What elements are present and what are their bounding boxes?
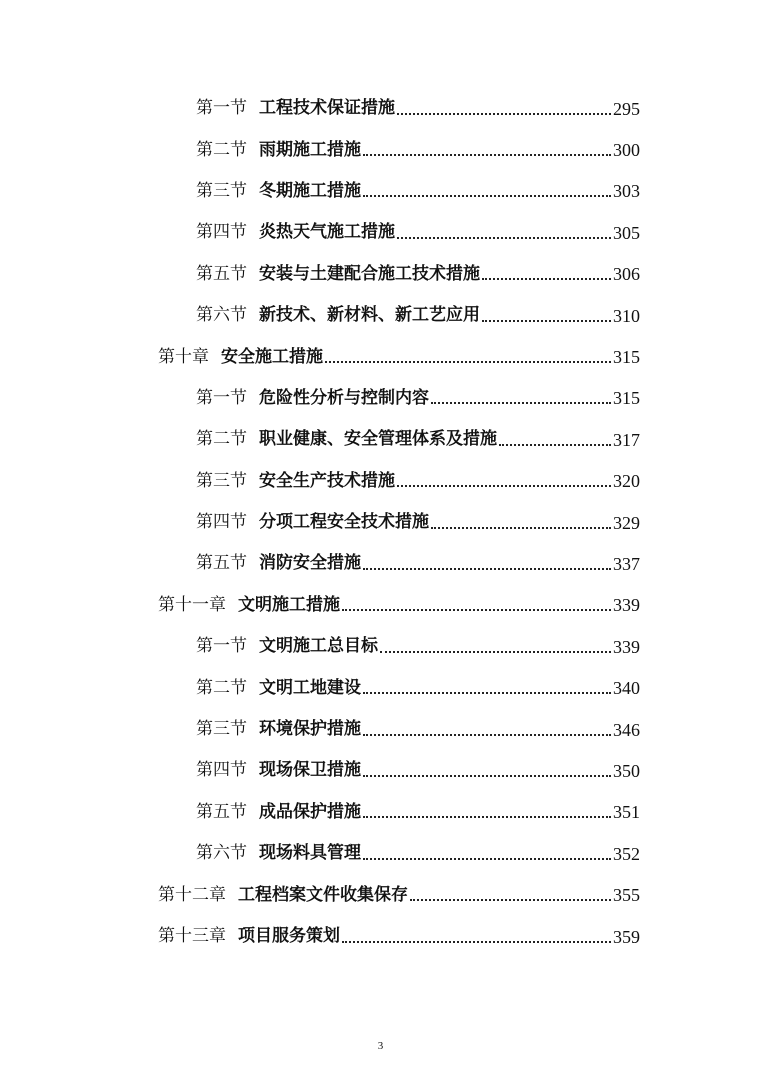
toc-dot-leader [363, 568, 611, 570]
toc-entry-number: 第五节 [196, 801, 247, 822]
toc-dot-leader [431, 402, 611, 404]
toc-dot-leader [482, 278, 611, 280]
toc-dot-leader [397, 485, 611, 487]
toc-dot-leader [410, 899, 611, 901]
toc-entry-number: 第六节 [196, 305, 247, 326]
toc-entry-page: 346 [613, 719, 640, 740]
toc-section-entry[interactable] [0, 502, 761, 543]
toc-entry-number: 第四节 [196, 760, 247, 781]
toc-entry-number: 第二节 [196, 139, 247, 160]
toc-section-entry[interactable] [0, 461, 761, 502]
toc-section-entry[interactable] [0, 792, 761, 833]
toc-chapter-entry[interactable] [0, 916, 761, 957]
toc-entry-page: 329 [613, 512, 640, 533]
toc-dot-leader [363, 692, 611, 694]
toc-entry-page: 315 [613, 347, 640, 368]
toc-entry-number: 第十二章 [158, 884, 226, 905]
toc-entry-number: 第十三章 [158, 926, 226, 946]
toc-entry-number: 第四节 [196, 222, 247, 243]
toc-entry-page: 305 [613, 222, 640, 243]
toc-entry-number: 第三节 [196, 719, 247, 740]
toc-entry-number: 第三节 [196, 180, 247, 201]
toc-entry-title: 雨期施工措施 [259, 139, 361, 160]
toc-entry-page: 359 [613, 926, 640, 947]
toc-section-entry[interactable] [0, 833, 761, 874]
toc-dot-leader [499, 444, 611, 446]
toc-entry-page: 306 [613, 264, 640, 285]
toc-section-entry[interactable] [0, 543, 761, 584]
toc-entry-page: 339 [613, 595, 640, 616]
toc-dot-leader [363, 816, 611, 818]
toc-entry-page: 337 [613, 553, 640, 574]
toc-entry-title: 现场保卫措施 [259, 760, 361, 781]
toc-entry-page: 351 [613, 802, 640, 823]
toc-entry-number: 第十章 [158, 346, 209, 367]
toc-entry-page: 310 [613, 305, 640, 326]
toc-entry-page: 315 [613, 388, 640, 409]
toc-section-entry[interactable] [0, 171, 761, 212]
toc-entry-page: 295 [613, 98, 640, 119]
toc-entry-number: 第四节 [196, 512, 247, 533]
toc-entry-number: 第五节 [196, 553, 247, 574]
toc-dot-leader [363, 195, 611, 197]
toc-dot-leader [397, 237, 611, 239]
toc-entry-page: 352 [613, 843, 640, 864]
toc-entry-title: 分项工程安全技术措施 [259, 512, 429, 533]
toc-entry-page: 355 [613, 885, 640, 906]
toc-dot-leader [363, 154, 611, 156]
toc-section-entry[interactable] [0, 88, 761, 129]
toc-section-entry[interactable] [0, 254, 761, 295]
toc-dot-leader [325, 361, 611, 363]
toc-entry-number: 第二节 [196, 429, 247, 450]
toc-section-entry[interactable] [0, 129, 761, 170]
toc-section-entry[interactable] [0, 295, 761, 336]
toc-entry-title: 消防安全措施 [259, 553, 361, 574]
toc-dot-leader [363, 858, 611, 860]
toc-section-entry[interactable] [0, 667, 761, 708]
toc-entry-title: 炎热天气施工措施 [259, 222, 395, 243]
toc-dot-leader [342, 941, 611, 943]
toc-entry-page: 340 [613, 678, 640, 699]
toc-section-entry[interactable] [0, 378, 761, 419]
toc-entry-title: 环境保护措施 [259, 719, 361, 740]
toc-entry-page: 339 [613, 636, 640, 657]
toc-entry-number: 第六节 [196, 843, 247, 864]
toc-entry-page: 303 [613, 181, 640, 202]
toc-entry-title: 职业健康、安全管理体系及措施 [259, 429, 497, 450]
toc-entry-number: 第一节 [196, 387, 247, 408]
toc-entry-number: 第一节 [196, 636, 247, 657]
toc-entry-number: 第三节 [196, 470, 247, 491]
toc-entry-title: 工程档案文件收集保存 [238, 884, 408, 905]
toc-dot-leader [482, 320, 611, 322]
toc-entry-title: 新技术、新材料、新工艺应用 [259, 305, 480, 326]
toc-chapter-entry[interactable] [0, 336, 761, 377]
toc-entry-title: 安装与土建配合施工技术措施 [259, 263, 480, 284]
toc-dot-leader [342, 609, 611, 611]
toc-entry-number: 第一节 [196, 98, 247, 119]
toc-section-entry[interactable] [0, 750, 761, 791]
toc-entry-number: 第十一章 [158, 594, 226, 615]
toc-section-entry[interactable] [0, 626, 761, 667]
toc-dot-leader [380, 651, 611, 653]
toc-entry-page: 300 [613, 140, 640, 161]
toc-entry-title: 成品保护措施 [259, 801, 361, 822]
toc-dot-leader [397, 113, 611, 115]
toc-entry-title: 安全生产技术措施 [259, 470, 395, 491]
toc-entry-page: 317 [613, 429, 640, 450]
toc-entry-title: 冬期施工措施 [259, 180, 361, 201]
toc-entry-page: 320 [613, 471, 640, 492]
toc-entry-title: 项目服务策划 [238, 926, 340, 946]
toc-dot-leader [363, 734, 611, 736]
toc-entry-title: 现场料具管理 [259, 843, 361, 864]
toc-entry-title: 文明施工措施 [238, 594, 340, 615]
toc-entry-title: 文明施工总目标 [259, 636, 378, 657]
page-number: 3 [377, 1040, 384, 1052]
toc-entry-title: 工程技术保证措施 [259, 98, 395, 119]
toc-entry-title: 危险性分析与控制内容 [259, 387, 429, 408]
toc-chapter-entry[interactable] [0, 874, 761, 915]
table-of-contents [0, 88, 761, 957]
toc-entry-title: 安全施工措施 [221, 346, 323, 367]
toc-entry-number: 第二节 [196, 677, 247, 698]
toc-chapter-entry[interactable] [0, 585, 761, 626]
toc-dot-leader [363, 775, 611, 777]
toc-dot-leader [431, 527, 611, 529]
toc-section-entry[interactable] [0, 212, 761, 253]
toc-entry-page: 350 [613, 760, 640, 781]
toc-entry-title: 文明工地建设 [259, 677, 361, 698]
toc-section-entry[interactable] [0, 709, 761, 750]
toc-entry-number: 第五节 [196, 263, 247, 284]
toc-section-entry[interactable] [0, 419, 761, 460]
